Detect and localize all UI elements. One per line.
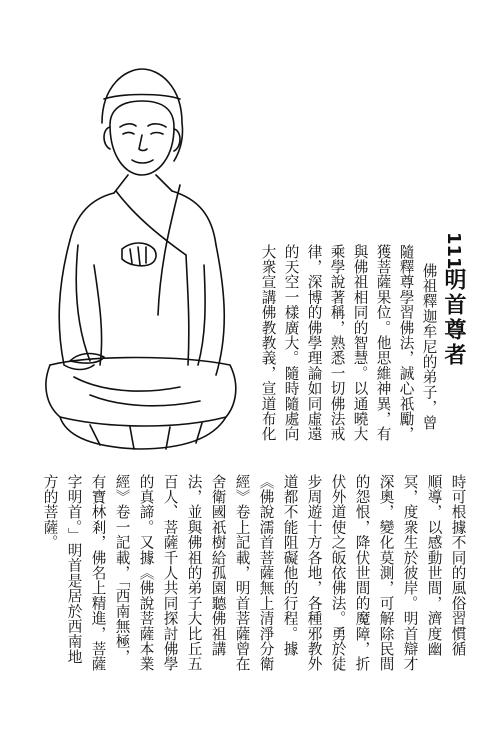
monk-legs (46, 365, 226, 426)
monk-mouth (132, 160, 153, 163)
lower-column: 法，並與佛祖的弟子大比丘五 (185, 474, 203, 672)
upper-column: 的天空一樣廣大。隨時隨處向 (282, 244, 300, 442)
monk-right-arm (198, 245, 224, 375)
lower-column: 道都不能阻礙他的行程。據 (281, 474, 299, 657)
entry-number: 111 (443, 232, 464, 270)
monk-robe-fold (116, 185, 186, 315)
lower-column: 深奧，變化莫測，可解除民間 (377, 474, 395, 672)
monk-fingers (130, 247, 146, 265)
lower-column: 經》卷一記載，「西南無極， (113, 474, 131, 665)
monk-hood-band (104, 95, 180, 100)
lower-column: 舍衛國祇樹給孤園聽佛祖講 (209, 474, 227, 657)
monk-eyes (123, 133, 163, 135)
upper-column: 大衆宣講佛教教義，宣道布化 (259, 244, 277, 442)
upper-column: 與佛祖相同的智慧。以通曉大 (351, 244, 369, 442)
lower-column: 百人、菩薩千人共同探討佛學 (161, 474, 179, 672)
monk-lap (50, 358, 236, 418)
lower-column: 的真諦。又據《佛說菩薩本業 (137, 474, 155, 672)
monk-nose (139, 135, 147, 151)
lower-column: 《佛說濡首菩薩無上清淨分衛 (257, 474, 275, 672)
upper-column: 律，深博的佛學理論如同虛遠 (305, 244, 323, 442)
monk-hood-outline (102, 69, 183, 161)
monk-shoulders (70, 191, 216, 245)
monk-robe-body (94, 255, 189, 365)
monk-collar (114, 175, 172, 193)
lower-column: 方的菩薩。 (41, 474, 59, 550)
upper-column: 佛祖釋迦牟尼的弟子，曾 (420, 263, 438, 431)
upper-column: 隨釋尊學習佛法，誠心祇勵， (397, 244, 415, 442)
entry-title: 明首尊者 (441, 268, 467, 368)
lower-column: 經》卷上記載，明首菩薩曾在 (233, 474, 251, 672)
upper-column: 獲菩薩果位。他思維神異，有 (374, 244, 392, 442)
lower-column: 的怨恨，降伏世間的魔障，折 (353, 474, 371, 672)
lower-column: 時可根據不同的風俗習慣循 (449, 474, 467, 657)
lower-column: 步周遊十方各地，各種邪教外 (305, 474, 323, 672)
monk-eyebrows (120, 124, 166, 127)
monk-lap-folds (74, 377, 200, 406)
lower-column: 冥，度衆生於彼岸。明首辯才 (401, 474, 419, 672)
lower-column: 順導，以感動世間，濟度幽 (425, 474, 443, 657)
lower-column: 有寶林剎，佛名上精進，菩薩 (89, 474, 107, 672)
monk-left-sleeve (76, 245, 90, 361)
lower-column: 伏外道使之皈依佛法。勇於徒 (329, 474, 347, 672)
monk-ears (104, 127, 180, 151)
upper-column: 乘學說著稱，熟悉一切佛法戒 (328, 244, 346, 442)
lower-column: 字明首。」明首是居於西南地 (65, 474, 83, 665)
seated-monk-illustration (30, 65, 245, 455)
